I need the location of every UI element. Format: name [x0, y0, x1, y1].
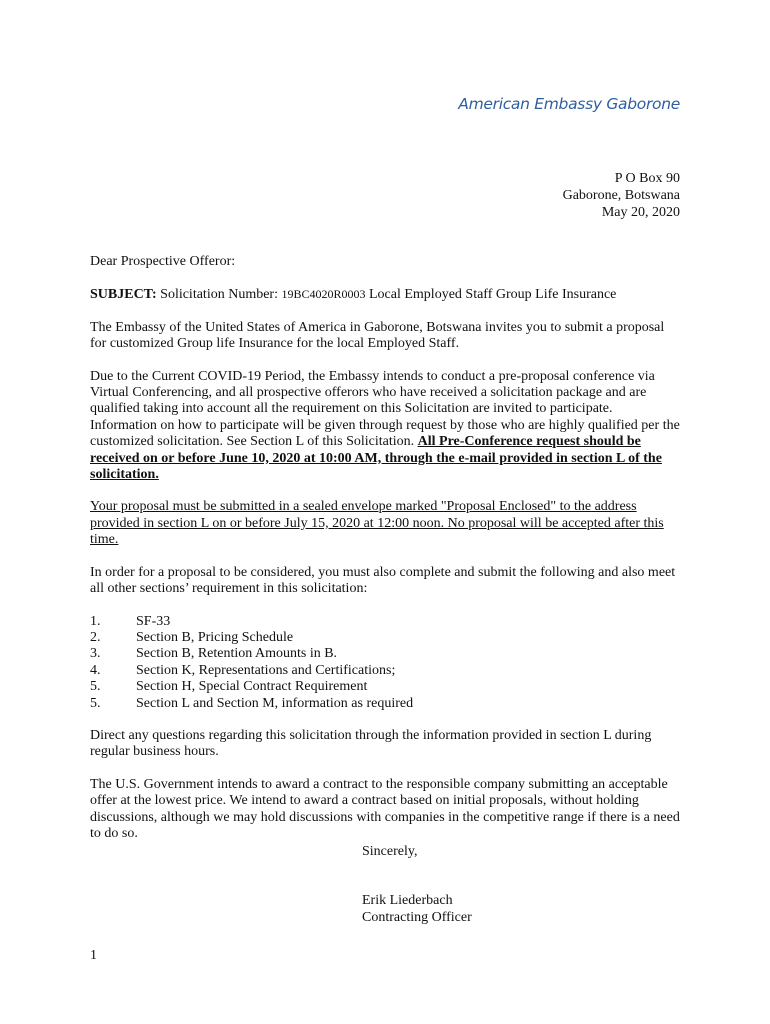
closing: Sincerely,	[362, 844, 418, 859]
signature-block	[362, 844, 472, 926]
conference-deadline: All Pre-Conference request should be received on or before June 10, 2020 at 10:00 AM, through the e-mail provided in section L of the solicitation.	[90, 434, 662, 483]
questions-paragraph: Direct any questions regarding this solicitation through the information provided in section L during regular business hours.	[90, 727, 652, 760]
requirements-list	[90, 614, 680, 712]
list-number: 2.	[90, 629, 101, 645]
address-line: Gaborone, Botswana	[562, 188, 680, 203]
salutation: Dear Prospective Offeror:	[90, 254, 236, 269]
list-item	[90, 614, 680, 630]
list-number: 3.	[90, 646, 101, 662]
address-line: P O Box 90	[614, 171, 680, 186]
letterhead: American Embassy Gaborone	[458, 95, 680, 113]
sender-address	[563, 170, 680, 221]
list-item	[90, 663, 680, 679]
list-item	[90, 646, 680, 662]
list-item	[90, 696, 680, 712]
list-text: Section B, Retention Amounts in B.	[136, 646, 338, 662]
letter-body	[90, 254, 680, 858]
list-text: Section H, Special Contract Requirement	[136, 679, 368, 695]
list-text: SF-33	[136, 613, 171, 629]
list-item	[90, 679, 680, 695]
page-number: 1	[90, 948, 97, 963]
list-item	[90, 630, 680, 646]
subject-label: SUBJECT:	[90, 287, 157, 303]
solicitation-number: 19BC4020R0003	[281, 287, 366, 302]
list-number: 5.	[90, 695, 101, 711]
letter-date: May 20, 2020	[601, 205, 680, 220]
list-number: 5.	[90, 679, 101, 695]
list-text: Section B, Pricing Schedule	[136, 629, 294, 645]
list-text: Section L and Section M, information as required	[136, 695, 414, 711]
subject-line	[90, 286, 680, 303]
subject-prefix: Solicitation Number:	[156, 287, 282, 303]
list-text: Section K, Representations and Certifications;	[136, 662, 396, 678]
list-number: 1.	[90, 613, 101, 629]
intro-paragraph: The Embassy of the United States of America in Gaborone, Botswana invites you to submit a proposal for customized Group life Insurance for the local Employed Staff.	[90, 319, 665, 352]
submission-paragraph: Your proposal must be submitted in a sealed envelope marked "Proposal Enclosed" to the address provided in section L on or before July 15, 2020 at 12:00 noon. No proposal will be accepted after this time.	[90, 499, 664, 548]
requirements-intro: In order for a proposal to be considered, you must also complete and submit the following and also meet all other sections’ requirement in this solicitation:	[90, 564, 676, 597]
signer-name: Erik Liederbach	[362, 893, 453, 909]
conference-text: Due to the Current COVID-19 Period, the Embassy intends to conduct a pre-proposal conference via Virtual Conferencing, and all prospective offerors who have received a solicitation package and are qualified taking into account all the requirement on this Solicitation are invited to participate. Information on how to participate will be given through request by those who are highly qualified per the customized solicitation. See Section L of this Solicitation.	[90, 368, 680, 450]
conference-paragraph	[90, 369, 680, 484]
signer-title: Contracting Officer	[362, 909, 472, 925]
award-paragraph: The U.S. Government intends to award a contract to the responsible company submitting an acceptable offer at the lowest price. We intend to award a contract based on initial proposals, without holding discussions, although we may hold discussions with companies in the competitive range if there is a need to do so.	[90, 776, 680, 841]
subject-title: Local Employed Staff Group Life Insurance	[365, 287, 617, 303]
list-number: 4.	[90, 662, 101, 678]
